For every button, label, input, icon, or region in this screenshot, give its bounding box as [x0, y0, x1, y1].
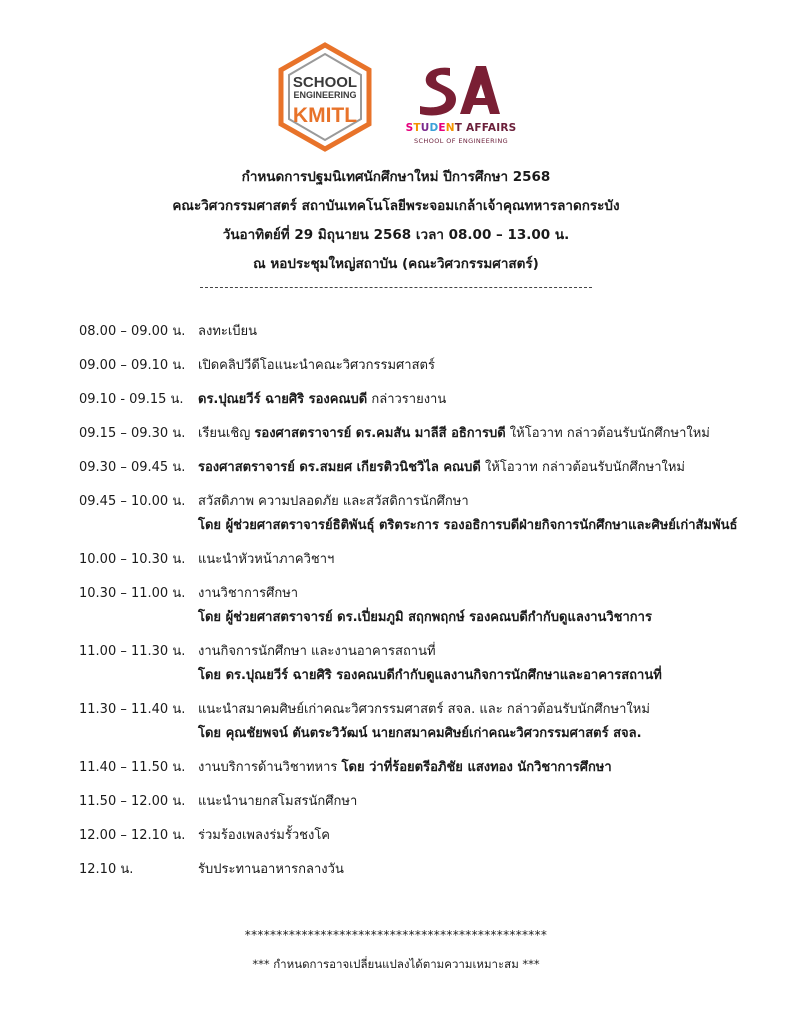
footer-note: *** กำหนดการอาจเปลี่ยนแปลงได้ตามความเหมาะสม *** [252, 957, 540, 971]
schedule-row [0, 640, 792, 698]
header-divider [200, 287, 592, 288]
bold-text: โดย ดร.ปุณยวีร์ ฉายศิริ รองคณบดีกำกับดูแลงานกิจการนักศึกษาและอาคารสถานที่ [198, 668, 662, 683]
logo-bar [0, 40, 792, 150]
schedule-time: 11.40 – 11.50 น. [79, 760, 186, 775]
schedule-row [0, 824, 792, 858]
bold-text: โดย ผู้ช่วยศาสตราจารย์ธิติพันธุ์ ตริตระการ รองอธิการบดีฝ่ายกิจการนักศึกษาและศิษย์เก่าสัมพันธ์ [198, 518, 738, 533]
text: แนะนำสมาคมศิษย์เก่าคณะวิศวกรรมศาสตร์ สจล. และ กล่าวต้อนรับนักศึกษาใหม่ [198, 702, 650, 717]
header-date: วันอาทิตย์ที่ 29 มิถุนายน 2568 เวลา 08.00 – 13.00 น. [222, 227, 570, 243]
schedule-row [0, 582, 792, 640]
schedule-time: 11.30 – 11.40 น. [79, 702, 186, 717]
schedule-row [0, 790, 792, 824]
schedule-activity [198, 548, 334, 569]
schedule-time: 10.00 – 10.30 น. [79, 552, 186, 567]
text: งานกิจการนักศึกษา และงานอาคารสถานที่ [198, 644, 436, 659]
schedule-row [0, 756, 792, 790]
schedule-time: 09.10 - 09.15 น. [79, 392, 184, 407]
schedule-presenter [198, 664, 662, 685]
bold-text: โดย คุณชัยพจน์ ตันตระวิวัฒน์ นายกสมาคมศิษย์เก่าคณะวิศวกรรมศาสตร์ สจล. [198, 726, 642, 741]
schedule-presenter [198, 514, 737, 535]
schedule-activity [198, 640, 436, 661]
header-venue: ณ หอประชุมใหญ่สถาบัน (คณะวิศวกรรมศาสตร์) [253, 256, 539, 272]
schedule-time: 11.00 – 11.30 น. [79, 644, 186, 659]
document-header [0, 163, 792, 279]
text: ให้โอวาท กล่าวต้อนรับนักศึกษาใหม่ [480, 460, 685, 475]
svg-text:SCHOOL: SCHOOL [292, 74, 358, 91]
schedule-row [0, 320, 792, 354]
schedule-activity [198, 698, 650, 719]
text: รับประทานอาหารกลางวัน [198, 862, 344, 877]
text: ลงทะเบียน [198, 324, 258, 339]
schedule-row [0, 858, 792, 892]
footer-separator: ************************************************ [244, 928, 548, 942]
schedule-row [0, 548, 792, 582]
kmitl-engineering-logo [277, 42, 373, 152]
text: เปิดคลิปวีดีโอแนะนำคณะวิศวกรรมศาสตร์ [198, 358, 435, 373]
schedule-activity [198, 456, 685, 477]
bold-text: รองศาสตราจารย์ ดร.คมสัน มาลีสี อธิการบดี [254, 426, 506, 441]
schedule-activity [198, 422, 710, 443]
schedule-time: 12.10 น. [79, 862, 134, 877]
schedule-activity [198, 756, 612, 777]
schedule-time: 12.00 – 12.10 น. [79, 828, 186, 843]
header-faculty: คณะวิศวกรรมศาสตร์ สถาบันเทคโนโลยีพระจอมเกล้าเจ้าคุณทหารลาดกระบัง [172, 198, 620, 214]
schedule-time: 10.30 – 11.00 น. [79, 586, 186, 601]
schedule-activity [198, 320, 257, 341]
schedule-row [0, 354, 792, 388]
student-affairs-title: STUDENT AFFAIRS [405, 122, 517, 134]
schedule-time: 08.00 – 09.00 น. [79, 324, 186, 339]
text: งานบริการด้านวิชาทหาร [198, 760, 342, 775]
bold-text: โดย ผู้ช่วยศาสตราจารย์ ดร.เปี่ยมภูมิ สฤกพฤกษ์ รองคณบดีกำกับดูแลงานวิชาการ [198, 610, 652, 625]
bold-text: โดย ว่าที่ร้อยตรีอภิชัย แสงทอง นักวิชาการศึกษา [341, 760, 612, 775]
schedule-presenter [198, 606, 652, 627]
header-title: กำหนดการปฐมนิเทศนักศึกษาใหม่ ปีการศึกษา 2568 [241, 169, 551, 185]
schedule-time: 09.00 – 09.10 น. [79, 358, 186, 373]
schedule-row [0, 456, 792, 490]
text: ร่วมร้องเพลงร่มรั้วชงโค [198, 828, 330, 843]
schedule-row [0, 422, 792, 456]
schedule-time: 09.45 – 10.00 น. [79, 494, 186, 509]
schedule-time: 11.50 – 12.00 น. [79, 794, 186, 809]
bold-text: ดร.ปุณยวีร์ ฉายศิริ รองคณบดี [198, 392, 368, 407]
student-affairs-subtitle: SCHOOL OF ENGINEERING [413, 137, 509, 145]
schedule-activity [198, 490, 469, 511]
svg-text:KMITL: KMITL [292, 104, 358, 127]
schedule-row [0, 388, 792, 422]
text: ให้โอวาท กล่าวต้อนรับนักศึกษาใหม่ [505, 426, 710, 441]
schedule-activity [198, 790, 357, 811]
bold-text: รองศาสตราจารย์ ดร.สมยศ เกียรติวนิชวิไล คณบดี [198, 460, 481, 475]
student-affairs-logo [402, 62, 520, 152]
schedule-activity [198, 354, 435, 375]
schedule-activity [198, 582, 298, 603]
hexagon-logo-icon [277, 42, 373, 152]
text: แนะนำหัวหน้าภาควิชาฯ [198, 552, 335, 567]
text: เรียนเชิญ [198, 426, 255, 441]
text: แนะนำนายกสโมสรนักศึกษา [198, 794, 358, 809]
schedule-activity [198, 824, 330, 845]
schedule-activity [198, 388, 446, 409]
sa-monogram-icon [416, 62, 500, 118]
text: กล่าวรายงาน [367, 392, 447, 407]
schedule-time: 09.15 – 09.30 น. [79, 426, 186, 441]
schedule-time: 09.30 – 09.45 น. [79, 460, 186, 475]
schedule-row [0, 698, 792, 756]
schedule-presenter [198, 722, 642, 743]
schedule-activity [198, 858, 344, 879]
svg-text:ENGINEERING: ENGINEERING [293, 90, 357, 100]
text: สวัสดิภาพ ความปลอดภัย และสวัสดิการนักศึกษา [198, 494, 469, 509]
text: งานวิชาการศึกษา [198, 586, 299, 601]
schedule-row [0, 490, 792, 548]
